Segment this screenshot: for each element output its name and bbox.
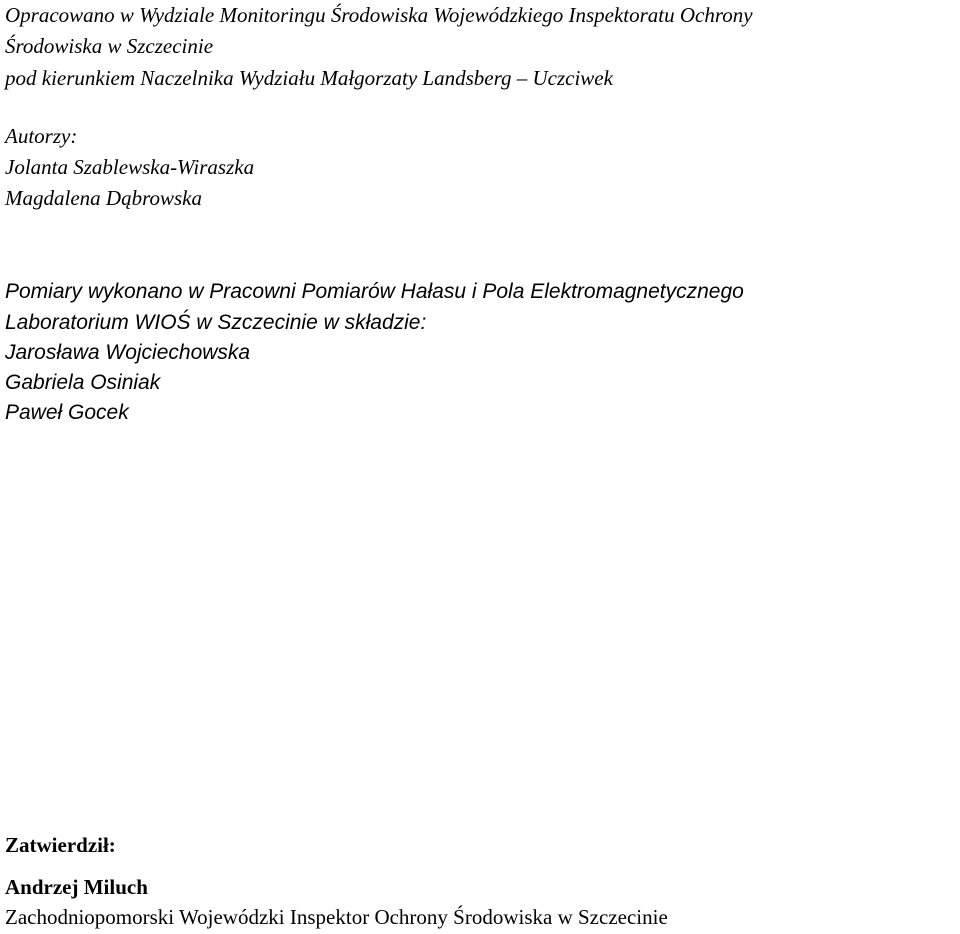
approver-name: Andrzej Miluch	[5, 875, 148, 899]
measurements-line-2: Laboratorium WIOŚ w Szczecinie w składzie:	[5, 311, 427, 334]
approver-title: Zachodniopomorski Wojewódzki Inspektor Ochrony Środowiska w Szczecinie	[5, 905, 668, 929]
staff-name: Jarosława Wojciechowska	[5, 341, 251, 364]
approval-heading: Zatwierdził:	[5, 833, 116, 857]
supervisor-line: pod kierunkiem Naczelnika Wydziału Małgorzaty Landsberg – Uczciwek	[5, 66, 613, 90]
staff-name: Gabriela Osiniak	[5, 371, 161, 394]
authors-heading: Autorzy:	[5, 124, 78, 148]
prepared-by-line-2: Środowiska w Szczecinie	[5, 34, 214, 58]
measurements-line-1: Pomiary wykonano w Pracowni Pomiarów Hałasu i Pola Elektromagnetycznego	[5, 280, 744, 303]
author-name: Jolanta Szablewska-Wiraszka	[5, 155, 255, 179]
prepared-by-line-1: Opracowano w Wydziale Monitoringu Środowiska Wojewódzkiego Inspektoratu Ochrony	[5, 3, 753, 27]
staff-name: Paweł Gocek	[5, 401, 129, 424]
author-name: Magdalena Dąbrowska	[5, 186, 202, 210]
